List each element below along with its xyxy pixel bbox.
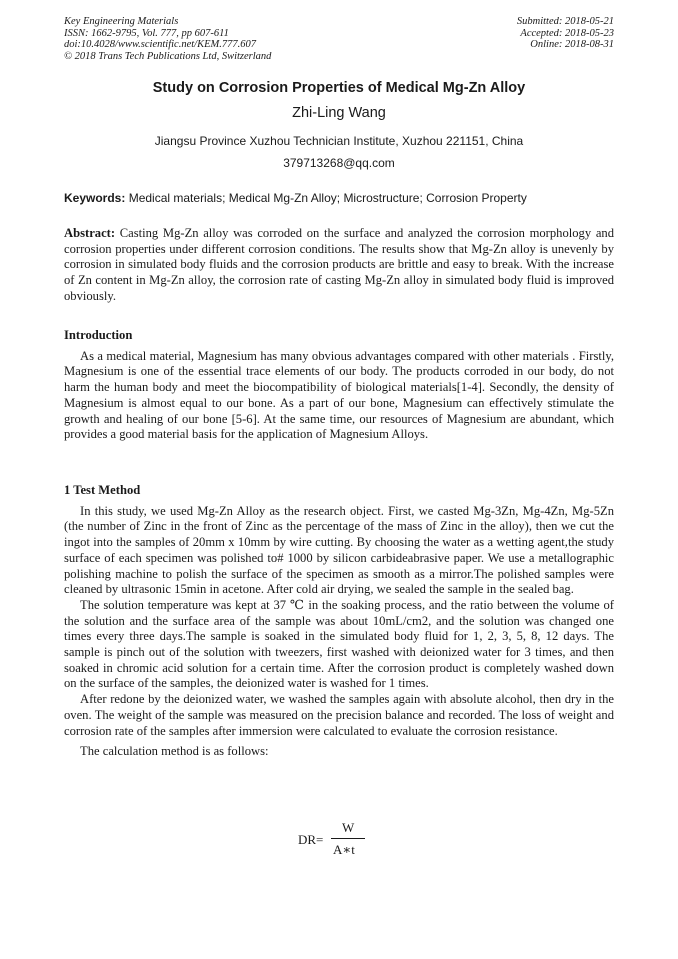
abstract-label: Abstract: xyxy=(64,226,116,240)
introduction-heading: Introduction xyxy=(64,328,133,342)
doi-line: doi:10.4028/www.scientific.net/KEM.777.607 xyxy=(64,39,256,51)
author-affiliation: Jiangsu Province Xuzhou Technician Institute, Xuzhou 221151, China xyxy=(154,134,524,148)
calculation-intro: The calculation method is as follows: xyxy=(80,744,269,759)
keywords-text: Medical materials; Medical Mg-Zn Alloy; Microstructure; Corrosion Property xyxy=(128,191,527,205)
test-method-section xyxy=(64,483,614,760)
introduction-paragraph: As a medical material, Magnesium has many obvious advantages compared with other materials . Firstly, Magnesium is one of the essential trace elements of our body. The products corroded in our body, do not harm the human body and meet the biocompatibility of biological materials[1-4]. Secondly, the density of Magnesium is almost equal to our bone. As a part of our bone, Magnesium can effectively stimulate the growth and healing of our bone [5-6]. At the same time, our resources of Magnesium are abundant, which provides a good material basis for the application of Magnesium Alloys. xyxy=(64,348,614,442)
issn-line: ISSN: 1662-9795, Vol. 777, pp 607-611 xyxy=(64,27,229,39)
keywords xyxy=(64,191,624,205)
online-date: Online: 2018-08-31 xyxy=(530,39,614,51)
test-method-paragraph-2: The solution temperature was kept at 37 ℃ in the soaking process, and the ratio between the volume of the solution and the surface area of the sample was about 10mL/cm2, and the solution was changed one times every three days.The sample is soaked in the simulated body fluid for 1, 2, 3, 5, 8, 12 days. The sample is pinch out of the solution with tweezers, first washed with deionized water for 3 times, and then soaked in chromic acid solution for a certain time. After the corrosion product is completely washed down on the surface of the samples, the deionized water is washed for 1 times. xyxy=(64,597,614,691)
keywords-label: Keywords: xyxy=(64,191,126,205)
test-method-heading: 1 Test Method xyxy=(64,483,141,497)
journal-name: Key Engineering Materials xyxy=(64,16,179,27)
formula-lhs: DR= xyxy=(298,832,324,847)
fraction-bar xyxy=(331,838,365,839)
author-name: Zhi-Ling Wang xyxy=(292,105,386,121)
journal-header-right xyxy=(517,16,614,51)
paper-title: Study on Corrosion Properties of Medical Mg-Zn Alloy xyxy=(152,80,526,96)
introduction-section xyxy=(64,328,614,443)
accepted-date: Accepted: 2018-05-23 xyxy=(520,27,614,39)
submitted-date: Submitted: 2018-05-21 xyxy=(516,16,614,27)
author-email: 379713268@qq.com xyxy=(283,156,395,170)
abstract-text: Casting Mg-Zn alloy was corroded on the surface and analyzed the corrosion morphology and corrosion properties under different corrosion conditions. The results show that Mg-Zn alloy is unevenly by corrosion in simulated body fluids and the corrosion products are brittle and easy to break. With the increase of Zn content in Mg-Zn alloy, the corrosion rate of casting Mg-Zn alloy in simulated body fluid is improved obviously. xyxy=(64,226,615,303)
formula-denominator: A∗t xyxy=(333,842,355,857)
journal-header-left xyxy=(64,16,271,62)
abstract xyxy=(64,226,614,305)
test-method-paragraph-1: In this study, we used Mg-Zn Alloy as the research object. First, we casted Mg-3Zn, Mg-4Zn, Mg-5Zn (the number of Zinc in the front of Zinc as the percentage of the mass of Zinc in the alloy), then we cut the ingot into the samples of 20mm x 10mm by wire cutting. By choosing the water as a wetting agent,the study surface of each specimen was polished to# 1000 by silicon carbideabrasive paper. We use a metallographic polishing machine to polish the surface of the specimen as smooth as a mirror.The polished samples were cleaned by ultrasonic 15min in acetone. After cold air drying, we sealed the sample in the sealed bag. xyxy=(64,503,614,597)
formula-numerator: W xyxy=(342,820,355,835)
test-method-paragraph-3: After redone by the deionized water, we washed the samples again with absolute alcohol, then dry in the oven. The weight of the sample was measured on the precision balance and recorded. The loss of weight and corrosion rate of the samples after immersion were calculated to evaluate the corrosion resistance. xyxy=(64,692,614,738)
copyright-line: © 2018 Trans Tech Publications Ltd, Switzerland xyxy=(64,50,272,62)
corrosion-rate-formula xyxy=(298,820,378,864)
